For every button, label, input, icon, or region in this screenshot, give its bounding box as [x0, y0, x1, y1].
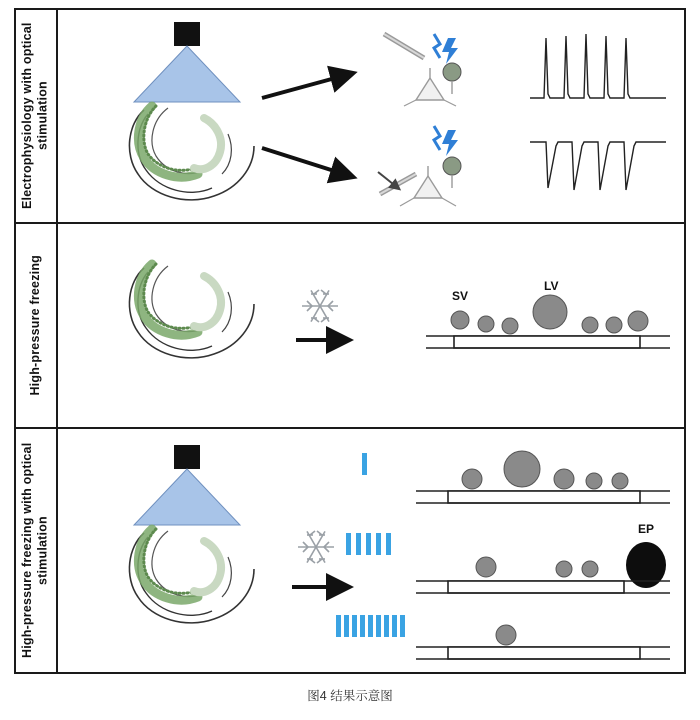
trace-action-potentials	[526, 28, 676, 108]
synapse-row-2	[414, 522, 674, 605]
synapse-row-3	[414, 613, 674, 673]
figure-caption: 图4 结果示意图	[307, 689, 393, 703]
light-source-box-3	[174, 445, 200, 469]
stimulus-trains	[334, 447, 414, 657]
snowflake-icon-2	[290, 284, 406, 354]
panel-hpf-with-optical-stimulation	[16, 429, 684, 672]
blue-light-cone-and-slice-3	[108, 437, 288, 637]
panel-2-label-text: High-pressure freezing	[28, 255, 43, 396]
trace-inward-currents	[526, 128, 676, 208]
label-sv: SV	[452, 289, 469, 303]
panel-electrophysiology	[16, 10, 684, 224]
panel-3-label-text: High-pressure freezing with optical stimulation	[20, 442, 50, 659]
panel-3-body	[58, 429, 684, 672]
stimulus-train-3	[336, 615, 405, 637]
panel-1-label	[16, 10, 58, 222]
synapse-row-1	[414, 441, 674, 511]
panel-3-label	[16, 429, 58, 672]
panel-2-label	[16, 224, 58, 427]
patched-neuron-bottom	[376, 122, 506, 214]
panel-high-pressure-freezing	[16, 224, 684, 429]
stimulus-train-2	[346, 533, 391, 555]
arrow-to-top-cell	[258, 68, 368, 108]
light-source-box-1	[174, 22, 200, 46]
patched-neuron-top	[378, 28, 498, 108]
synapse-diagram-2	[424, 278, 674, 368]
panel-1-body	[58, 10, 684, 222]
results-schematic-figure	[14, 8, 686, 674]
panel-2-body	[58, 224, 684, 427]
panel-1-label-text: Electrophysiology with optical stimulation	[20, 22, 50, 210]
stimulus-train-1	[362, 453, 367, 475]
hippocampal-slice-2	[108, 242, 288, 412]
light-cone-3	[134, 469, 240, 525]
label-ep: EP	[638, 522, 655, 536]
label-lv: LV	[544, 279, 559, 293]
arrow-to-bottom-cell	[258, 140, 368, 186]
light-cone-1	[134, 46, 240, 102]
